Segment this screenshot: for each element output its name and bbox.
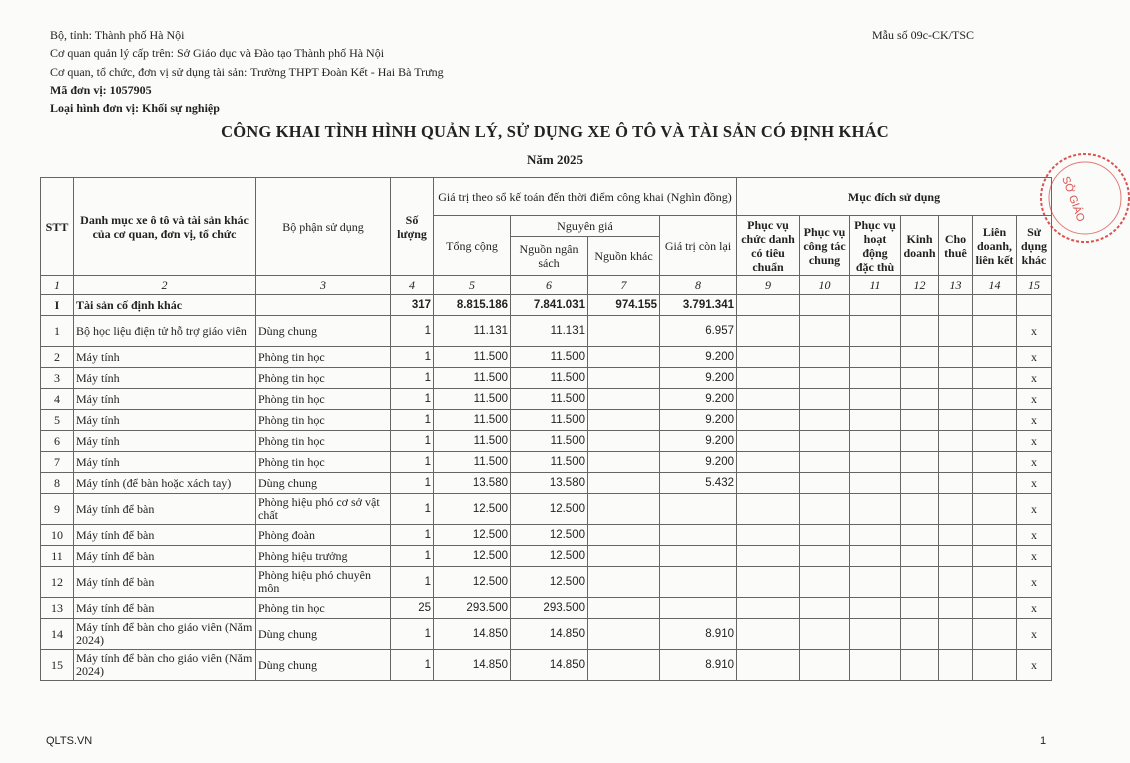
col-original-cost-group: Nguyên giá (511, 216, 660, 237)
col-purpose-14: Liên doanh, liên kết (973, 216, 1017, 276)
col-num: 12 (901, 276, 939, 295)
cell-dept: Phòng tin học (256, 598, 391, 619)
cell-dept: Phòng tin học (256, 410, 391, 431)
cell-total: 11.500 (434, 389, 511, 410)
cell-budget: 12.500 (511, 525, 588, 546)
cell-other (588, 410, 660, 431)
col-purpose-group: Mục đích sử dụng (737, 178, 1052, 216)
report-year: Năm 2025 (527, 152, 583, 167)
cell-total: 13.580 (434, 473, 511, 494)
table-row (41, 431, 1052, 452)
cell-budget: 13.580 (511, 473, 588, 494)
table-row (41, 525, 1052, 546)
cell-other (588, 619, 660, 650)
cell-qty: 1 (391, 347, 434, 368)
cell-total: 12.500 (434, 494, 511, 525)
cell-stt: 10 (41, 525, 74, 546)
cell-total: 11.500 (434, 431, 511, 452)
cell-other (588, 316, 660, 347)
cell-dept: Phòng tin học (256, 347, 391, 368)
table-row (41, 368, 1052, 389)
cell-stt: 9 (41, 494, 74, 525)
cell-total: 11.131 (434, 316, 511, 347)
cell-stt: 14 (41, 619, 74, 650)
cell-dept: Phòng hiệu phó cơ sở vật chất (256, 494, 391, 525)
cell-dept: Dùng chung (256, 619, 391, 650)
cell-name: Máy tính để bàn (74, 567, 256, 598)
section-budget: 7.841.031 (511, 295, 588, 316)
cell-qty: 1 (391, 619, 434, 650)
cell-other (588, 452, 660, 473)
col-stt: STT (41, 178, 74, 276)
cell-other (588, 546, 660, 567)
cell-p15: x (1017, 368, 1052, 389)
cell-p15: x (1017, 525, 1052, 546)
section-other: 974.155 (588, 295, 660, 316)
col-num: 9 (737, 276, 800, 295)
table-row (41, 410, 1052, 431)
col-department: Bộ phận sử dụng (256, 178, 391, 276)
cell-p15: x (1017, 389, 1052, 410)
cell-stt: 8 (41, 473, 74, 494)
cell-budget: 12.500 (511, 546, 588, 567)
cell-total: 11.500 (434, 452, 511, 473)
cell-qty: 1 (391, 650, 434, 681)
cell-remaining: 5.432 (660, 473, 737, 494)
cell-name: Máy tính (74, 347, 256, 368)
cell-stt: 15 (41, 650, 74, 681)
cell-remaining (660, 494, 737, 525)
cell-name: Máy tính (74, 431, 256, 452)
cell-total: 12.500 (434, 546, 511, 567)
cell-name: Máy tính (74, 452, 256, 473)
cell-dept: Phòng tin học (256, 431, 391, 452)
col-purpose-10: Phục vụ công tác chung (800, 216, 850, 276)
cell-other (588, 494, 660, 525)
cell-remaining: 9.200 (660, 452, 737, 473)
table-row (41, 619, 1052, 650)
cell-total: 11.500 (434, 347, 511, 368)
header-unit-type: Loại hình đơn vị: Khối sự nghiệp (50, 101, 220, 115)
col-num: 2 (74, 276, 256, 295)
cell-budget: 14.850 (511, 650, 588, 681)
cell-stt: 7 (41, 452, 74, 473)
cell-name: Máy tính để bàn cho giáo viên (Năm 2024) (74, 650, 256, 681)
cell-remaining (660, 567, 737, 598)
cell-p15: x (1017, 316, 1052, 347)
cell-dept: Dùng chung (256, 316, 391, 347)
cell-name: Máy tính để bàn (74, 525, 256, 546)
cell-budget: 12.500 (511, 567, 588, 598)
cell-remaining (660, 525, 737, 546)
cell-name: Máy tính để bàn cho giáo viên (Năm 2024) (74, 619, 256, 650)
cell-remaining (660, 598, 737, 619)
table-row (41, 494, 1052, 525)
header-unit-code: Mã đơn vị: 1057905 (50, 83, 152, 97)
cell-stt: 4 (41, 389, 74, 410)
col-num: 4 (391, 276, 434, 295)
cell-remaining (660, 546, 737, 567)
cell-stt: 13 (41, 598, 74, 619)
col-num: 13 (939, 276, 973, 295)
cell-other (588, 431, 660, 452)
table-row (41, 452, 1052, 473)
col-total: Tổng cộng (434, 216, 511, 276)
cell-budget: 12.500 (511, 494, 588, 525)
cell-dept: Phòng đoàn (256, 525, 391, 546)
cell-stt: 5 (41, 410, 74, 431)
cell-p15: x (1017, 650, 1052, 681)
form-number: Mẫu số 09c-CK/TSC (872, 28, 974, 42)
cell-budget: 11.500 (511, 410, 588, 431)
cell-dept: Phòng tin học (256, 452, 391, 473)
page-title: CÔNG KHAI TÌNH HÌNH QUẢN LÝ, SỬ DỤNG XE Ô TÔ VÀ TÀI SẢN CÓ ĐỊNH KHÁC (221, 122, 889, 141)
cell-remaining: 9.200 (660, 410, 737, 431)
cell-qty: 1 (391, 452, 434, 473)
cell-stt: 1 (41, 316, 74, 347)
col-name: Danh mục xe ô tô và tài sản khác của cơ quan, đơn vị, tổ chức (74, 178, 256, 276)
col-budget-source: Nguồn ngân sách (511, 237, 588, 276)
cell-total: 12.500 (434, 567, 511, 598)
cell-p15: x (1017, 567, 1052, 598)
cell-qty: 1 (391, 567, 434, 598)
cell-dept: Phòng hiệu phó chuyên môn (256, 567, 391, 598)
table-row (41, 473, 1052, 494)
cell-remaining: 8.910 (660, 619, 737, 650)
cell-stt: 2 (41, 347, 74, 368)
cell-total: 14.850 (434, 650, 511, 681)
cell-remaining: 9.200 (660, 368, 737, 389)
cell-dept: Phòng tin học (256, 389, 391, 410)
cell-total: 14.850 (434, 619, 511, 650)
cell-dept: Phòng tin học (256, 368, 391, 389)
cell-stt: 11 (41, 546, 74, 567)
cell-qty: 1 (391, 316, 434, 347)
section-row (41, 295, 1052, 316)
cell-remaining: 9.200 (660, 431, 737, 452)
table-row (41, 567, 1052, 598)
section-stt: I (41, 295, 74, 316)
col-num: 14 (973, 276, 1017, 295)
cell-dept: Phòng hiệu trưởng (256, 546, 391, 567)
cell-remaining: 9.200 (660, 389, 737, 410)
section-total: 8.815.186 (434, 295, 511, 316)
cell-p15: x (1017, 452, 1052, 473)
cell-qty: 1 (391, 473, 434, 494)
table-row (41, 598, 1052, 619)
cell-name: Máy tính (74, 368, 256, 389)
cell-qty: 1 (391, 546, 434, 567)
cell-budget: 14.850 (511, 619, 588, 650)
cell-other (588, 650, 660, 681)
cell-other (588, 567, 660, 598)
cell-budget: 293.500 (511, 598, 588, 619)
header-ministry: Bộ, tỉnh: Thành phố Hà Nội (50, 28, 185, 42)
cell-p15: x (1017, 410, 1052, 431)
cell-remaining: 8.910 (660, 650, 737, 681)
cell-budget: 11.131 (511, 316, 588, 347)
col-purpose-13: Cho thuê (939, 216, 973, 276)
col-num: 15 (1017, 276, 1052, 295)
table-row (41, 546, 1052, 567)
cell-other (588, 473, 660, 494)
cell-remaining: 9.200 (660, 347, 737, 368)
cell-qty: 1 (391, 525, 434, 546)
cell-other (588, 525, 660, 546)
cell-p15: x (1017, 619, 1052, 650)
col-purpose-15: Sử dụng khác (1017, 216, 1052, 276)
stamp-text: SỞ GIÁO (1059, 174, 1087, 224)
table-row (41, 316, 1052, 347)
cell-total: 293.500 (434, 598, 511, 619)
cell-other (588, 389, 660, 410)
cell-p15: x (1017, 494, 1052, 525)
section-remaining: 3.791.341 (660, 295, 737, 316)
cell-budget: 11.500 (511, 431, 588, 452)
cell-budget: 11.500 (511, 452, 588, 473)
cell-p15: x (1017, 473, 1052, 494)
col-num: 6 (511, 276, 588, 295)
table-row (41, 650, 1052, 681)
cell-name: Máy tính (74, 389, 256, 410)
header-managing-agency: Cơ quan quản lý cấp trên: Sở Giáo dục và Đào tạo Thành phố Hà Nội (50, 46, 385, 60)
col-other-source: Nguồn khác (588, 237, 660, 276)
cell-qty: 1 (391, 410, 434, 431)
cell-dept: Dùng chung (256, 650, 391, 681)
cell-budget: 11.500 (511, 368, 588, 389)
cell-total: 11.500 (434, 368, 511, 389)
col-num: 3 (256, 276, 391, 295)
cell-dept: Dùng chung (256, 473, 391, 494)
cell-name: Máy tính để bàn (74, 546, 256, 567)
cell-budget: 11.500 (511, 389, 588, 410)
cell-name: Bộ học liệu điện tử hỗ trợ giáo viên (74, 316, 256, 347)
header-unit: Cơ quan, tổ chức, đơn vị sử dụng tài sản: Trường THPT Đoàn Kết - Hai Bà Trưng (50, 65, 444, 79)
page-number: 1 (1040, 735, 1047, 747)
cell-p15: x (1017, 546, 1052, 567)
col-value-group: Giá trị theo sổ kế toán đến thời điểm công khai (Nghìn đồng) (434, 178, 737, 216)
col-num: 10 (800, 276, 850, 295)
col-num: 8 (660, 276, 737, 295)
cell-total: 11.500 (434, 410, 511, 431)
cell-other (588, 347, 660, 368)
table-row (41, 389, 1052, 410)
col-num: 1 (41, 276, 74, 295)
cell-qty: 1 (391, 431, 434, 452)
cell-p15: x (1017, 347, 1052, 368)
col-num: 11 (850, 276, 901, 295)
col-purpose-9: Phục vụ chức danh có tiêu chuẩn (737, 216, 800, 276)
cell-name: Máy tính (để bàn hoặc xách tay) (74, 473, 256, 494)
section-name: Tài sản cố định khác (74, 295, 256, 316)
footer-source: QLTS.VN (46, 735, 93, 747)
cell-name: Máy tính để bàn (74, 494, 256, 525)
cell-stt: 12 (41, 567, 74, 598)
col-purpose-11: Phục vụ hoạt động đặc thù (850, 216, 901, 276)
cell-other (588, 368, 660, 389)
cell-name: Máy tính để bàn (74, 598, 256, 619)
table-row (41, 347, 1052, 368)
col-purpose-12: Kinh doanh (901, 216, 939, 276)
col-remaining-value: Giá trị còn lại (660, 216, 737, 276)
cell-qty: 1 (391, 389, 434, 410)
column-number-row (41, 276, 1052, 295)
cell-qty: 25 (391, 598, 434, 619)
cell-remaining: 6.957 (660, 316, 737, 347)
cell-stt: 6 (41, 431, 74, 452)
cell-name: Máy tính (74, 410, 256, 431)
cell-stt: 3 (41, 368, 74, 389)
cell-budget: 11.500 (511, 347, 588, 368)
asset-table (40, 177, 1052, 681)
col-num: 7 (588, 276, 660, 295)
section-qty: 317 (391, 295, 434, 316)
cell-total: 12.500 (434, 525, 511, 546)
cell-other (588, 598, 660, 619)
col-quantity: Số lượng (391, 178, 434, 276)
cell-p15: x (1017, 598, 1052, 619)
col-num: 5 (434, 276, 511, 295)
cell-qty: 1 (391, 494, 434, 525)
cell-qty: 1 (391, 368, 434, 389)
cell-p15: x (1017, 431, 1052, 452)
